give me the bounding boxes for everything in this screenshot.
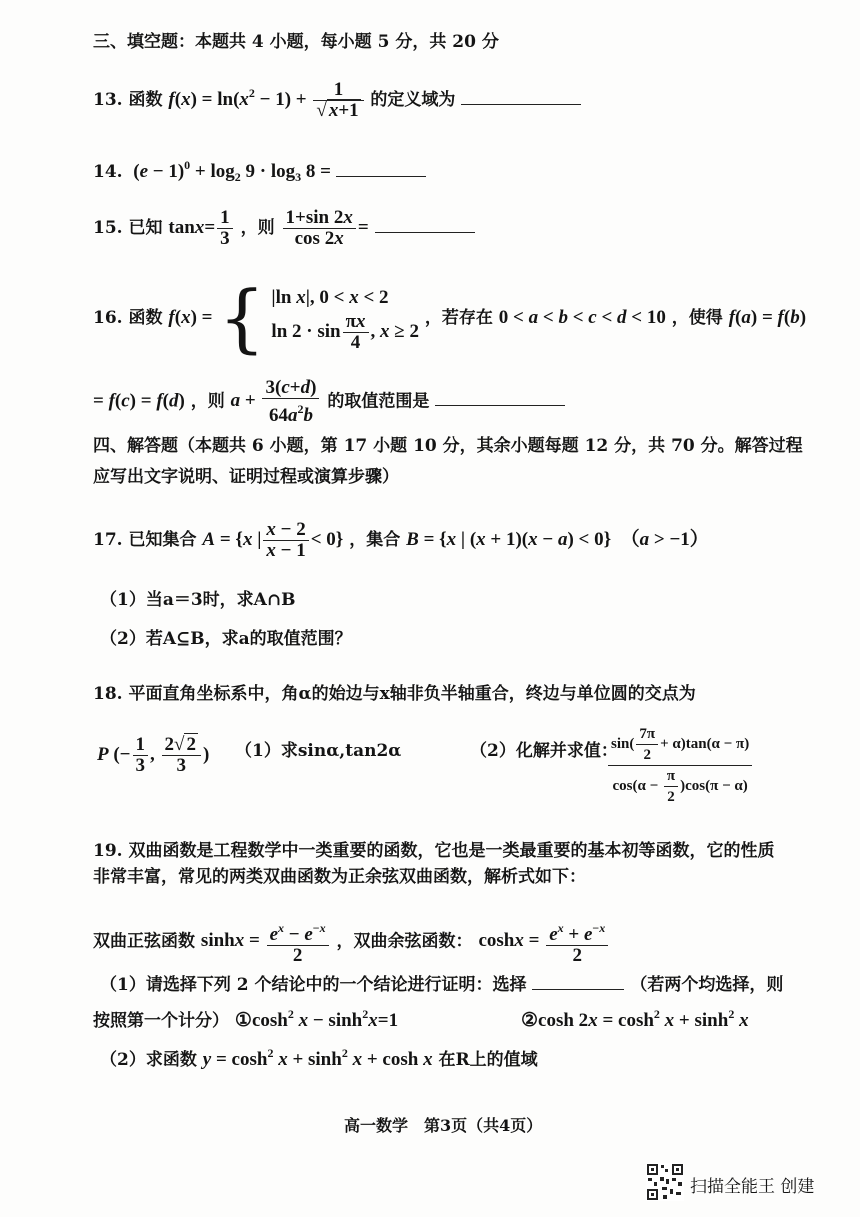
question-16-line2: = f(c) = f(d) ，则 a + $\frac{3(c+d)}{64a^2b}$ 的取值范围是	[93, 378, 565, 426]
q18-line1: 18. 平面直角坐标系中，角α的始边与x轴非负半轴重合，终边与单位圆的交点为	[93, 684, 696, 704]
question-17: 17. 已知集合 A = {x | $\frac{x - 2}{x - 1}$ < 0} ，集合 B = {x | (x + 1)(x − a) < 0} （a > −1）	[93, 519, 709, 561]
q18-part2: （2）化解并求值：	[470, 741, 618, 761]
question-14	[93, 154, 426, 188]
q15-answer-blank	[375, 231, 475, 233]
q19-part1-line1: （1）请选择下列 2 个结论中的一个结论进行证明：选择 （若两个均选择，则	[100, 975, 784, 995]
q18-point: P (− $\frac{1}{3}$ , $\frac{2√ 2}{3}$ )	[97, 734, 210, 776]
q14-formula: $(e - 1)^0 + \log_2 9 \cdot \log_3 8$ =	[128, 158, 336, 184]
question-13: 13. 函数 $f(x) = \ln(x^2 - 1)$ + $\frac{1}{√ x+1}$ 的定义域为	[93, 80, 581, 121]
question-15: 15. 已知 tanx= $\frac{1}{3}$ ，则 $\frac{1+\sin 2x}{\cos 2x}$ =	[93, 208, 475, 249]
q19-choice-blank	[532, 988, 624, 990]
q13-number: 13.	[93, 89, 123, 110]
q17-part1: （1）当a＝3时，求A∩B	[100, 590, 296, 610]
q19-line1: 19. 双曲函数是工程数学中一类重要的函数，它也是一类最重要的基本初等函数，它的性质	[93, 841, 775, 861]
q19-definitions: 双曲正弦函数 sinhx = $\frac{e^x - e^{-x}}{2}$ ，双曲余弦函数： coshx = $\frac{e^x + e^{-x}}{2}$	[93, 918, 610, 966]
q19-part2: （2）求函数 $y = \cosh^2 x + \sinh^2 x + \cosh x$ 在R上的值域	[100, 1046, 538, 1070]
q13-formula: $f(x) = \ln(x^2 - 1)$ + $\frac{1}{√ x+1}$	[168, 89, 370, 110]
q17-number: 17.	[93, 529, 123, 550]
section3-header: 三、填空题：本题共 4 小题，每小题 5 分，共 20 分	[93, 32, 499, 52]
q14-number: 14.	[93, 162, 123, 182]
q19-part1-line2: 按照第一个计分） $①\cosh^2$ $x - \sinh^2x=1$	[93, 1007, 399, 1031]
section4-header-line1: 四、解答题（本题共 6 小题，第 17 小题 10 分，其余小题每题 12 分，共 70 分。解答过程	[93, 436, 803, 456]
q19-line2: 非常丰富，常见的两类双曲函数为正余弦双曲函数，解析式如下：	[93, 867, 586, 887]
q15-number: 15.	[93, 217, 123, 238]
q16-number: 16.	[93, 308, 123, 328]
q18-part1: （1）求sinα,tan2α	[235, 741, 402, 761]
q16-answer-blank	[435, 404, 565, 406]
q16-piecewise: |ln x|, 0 < x < 2 ln 2 · sin $\frac{\pi x}{4}$ , x ≥ 2	[271, 287, 419, 353]
section4-header-line2: 应写出文字说明、证明过程或演算步骤）	[93, 467, 399, 487]
question-16: 16. 函数 f(x) = { |ln x|, 0 < x < 2 ln 2 · sin $\frac{\pi x}{4}$ , x ≥ 2 ，若存在 0 < a < b < c < d < 10 ，使得 f(a) = f(b)	[93, 275, 807, 362]
q17-part2: （2）若A⊆B，求a的取值范围？	[100, 629, 352, 649]
scanner-watermark: 扫描全能王 创建	[690, 1177, 815, 1197]
q18-expression: sin( $\frac{7\pi}{2}$ + α)tan(α − π) cos(α − $\frac{\pi}{2}$ )cos(π − α)	[606, 724, 754, 807]
q19-option2: ②cosh $2x = \cosh^2 x + \sinh^2 x$	[521, 1007, 749, 1031]
qr-code-icon	[646, 1163, 684, 1201]
page-footer: 高一数学 第3页（共4页）	[344, 1116, 543, 1135]
q13-answer-blank	[461, 103, 581, 105]
q14-answer-blank	[336, 175, 426, 177]
